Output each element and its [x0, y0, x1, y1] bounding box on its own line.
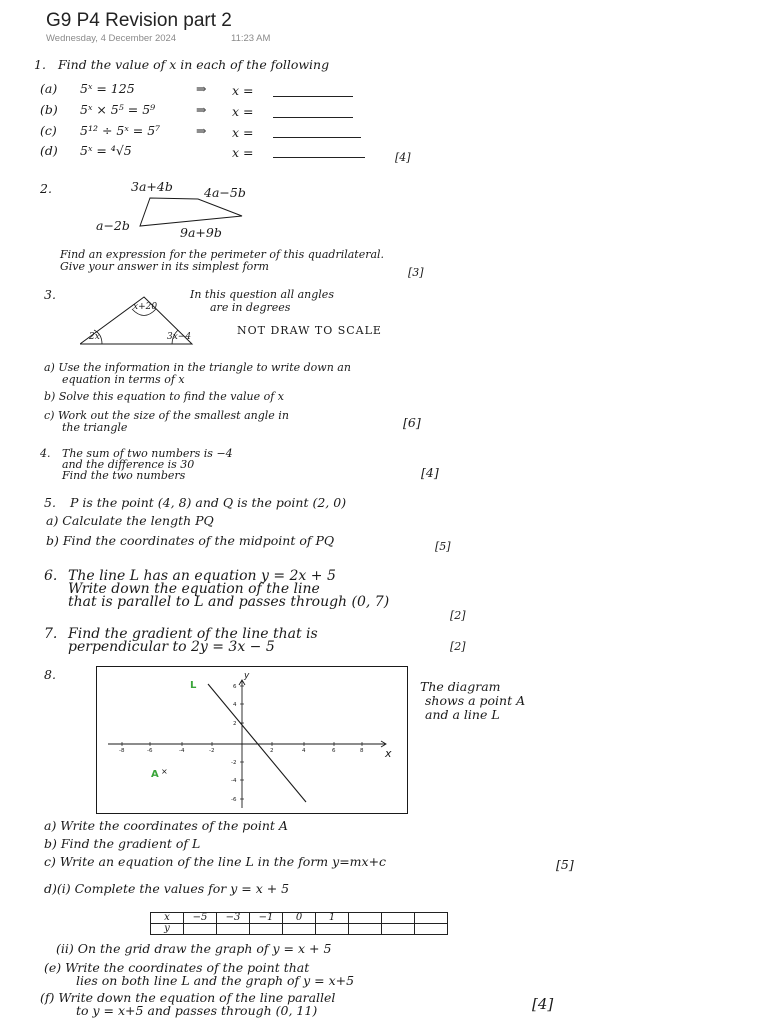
table-cell — [217, 924, 250, 935]
q8-f-line2: to y = x+5 and passes through (0, 11) — [76, 1003, 318, 1018]
point-A-marker: × — [161, 767, 168, 776]
table-cell — [184, 924, 217, 935]
q5-number: 5. — [44, 495, 56, 510]
q2-line2: Give your answer in its simplest form — [60, 260, 269, 273]
x-tick-label: -2 — [209, 748, 215, 754]
q2-side-right: 4a−5b — [204, 185, 246, 200]
q8-c: c) Write an equation of the line L in the form y=mx+c — [44, 854, 387, 869]
q6-marks: [2] — [450, 609, 466, 622]
q6-line1: The line L has an equation y = 2x + 5 — [68, 568, 336, 584]
q1a-arrow: ⇒ — [196, 81, 207, 96]
q6-line2: Write down the equation of the line — [68, 581, 320, 597]
graph-frame — [97, 667, 408, 814]
q1a-answer: x = — [232, 83, 254, 98]
q7-line2: perpendicular to 2y = 3x − 5 — [68, 639, 275, 655]
q1d-label: (d) — [40, 143, 58, 158]
q2-side-bottom: 9a+9b — [180, 225, 222, 240]
q1c-blank — [273, 137, 361, 138]
y-tick-label: 6 — [233, 684, 237, 690]
x-axis-label: x — [385, 747, 392, 760]
q2-side-top: 3a+4b — [131, 179, 173, 194]
q6-line3: that is parallel to L and passes through (0, 7) — [68, 594, 390, 610]
coordinate-grid — [96, 666, 408, 814]
table-cell — [415, 913, 448, 924]
page-time: 11:23 AM — [231, 33, 271, 44]
q1b-label: (b) — [40, 102, 58, 117]
q3-angle-right: 3x−4 — [167, 332, 192, 342]
q3-b: b) Solve this equation to find the value of x — [44, 390, 285, 403]
q2-marks: [3] — [408, 266, 424, 279]
q1-number: 1. — [34, 57, 46, 72]
q2-side-left: a−2b — [96, 218, 130, 233]
y-tick-label: -6 — [231, 797, 237, 803]
q8-abc-marks: [5] — [556, 857, 574, 872]
table-cell: 1 — [316, 913, 349, 924]
y-axis-label: y — [244, 671, 250, 681]
q1a-label: (a) — [40, 81, 58, 96]
table-cell — [349, 924, 382, 935]
q4-line3: Find the two numbers — [62, 469, 186, 482]
q1b-answer: x = — [232, 104, 254, 119]
page-title: G9 P4 Revision part 2 — [46, 10, 232, 31]
q8-def-marks: [4] — [532, 995, 554, 1013]
q1a-blank — [273, 96, 353, 97]
q1c-label: (c) — [40, 123, 57, 138]
x-tick-label: -4 — [179, 748, 185, 754]
table-cell: −5 — [184, 913, 217, 924]
table-row-y — [151, 924, 448, 935]
table-cell: −3 — [217, 913, 250, 924]
x-tick-label: -8 — [119, 748, 125, 754]
q1d-answer: x = — [232, 145, 254, 160]
q8-side-line3: and a line L — [425, 707, 500, 722]
q8-e-line2: lies on both line L and the graph of y = x+5 — [76, 973, 355, 988]
q1-marks: [4] — [395, 151, 411, 164]
q1c-expr: 5¹² ÷ 5ˣ = 5⁷ — [80, 123, 161, 138]
table-row-x — [151, 913, 448, 924]
q1b-expr: 5ˣ × 5⁵ = 5⁹ — [80, 102, 156, 117]
q8-a: a) Write the coordinates of the point A — [44, 818, 288, 833]
y-tick-label: -2 — [231, 760, 237, 766]
q3-a-line2: equation in terms of x — [62, 373, 185, 386]
y-tick-label: 2 — [233, 721, 237, 727]
q8-b: b) Find the gradient of L — [44, 836, 201, 851]
quadrilateral-shape — [140, 198, 242, 226]
q8-f-line1: (f) Write down the equation of the line parallel — [40, 990, 336, 1005]
x-tick-label: 8 — [360, 748, 364, 754]
q4-number: 4. — [40, 447, 51, 460]
q3-note2: are in degrees — [210, 301, 291, 314]
q7-number: 7. — [44, 626, 58, 642]
q2-line1: Find an expression for the perimeter of this quadrilateral. — [60, 248, 385, 261]
q7-marks: [2] — [450, 640, 466, 653]
q1c-arrow: ⇒ — [196, 123, 207, 138]
y-tick-label: -4 — [231, 778, 237, 784]
q3-note3: NOT DRAW TO SCALE — [237, 324, 382, 337]
q4-line1: The sum of two numbers is −4 — [62, 447, 233, 460]
q8-e-line1: (e) Write the coordinates of the point that — [44, 960, 310, 975]
table-cell — [382, 913, 415, 924]
q3-note1: In this question all angles — [190, 288, 334, 301]
line-L-label: L — [190, 680, 197, 691]
q7-line1: Find the gradient of the line that is — [68, 626, 318, 642]
q8-d: d)(i) Complete the values for y = x + 5 — [44, 881, 290, 896]
q3-angle-left: 2x — [89, 332, 100, 342]
table-cell: y — [151, 924, 184, 935]
x-tick-label: -6 — [147, 748, 153, 754]
table-cell — [382, 924, 415, 935]
q3-number: 3. — [44, 287, 56, 302]
q1b-blank — [273, 117, 353, 118]
x-tick-label: 4 — [302, 748, 306, 754]
q1c-answer: x = — [232, 125, 254, 140]
q3-c-line1: c) Work out the size of the smallest angle in — [44, 409, 289, 422]
q3-a-line1: a) Use the information in the triangle to write down an — [44, 361, 351, 374]
q5-marks: [5] — [435, 540, 451, 553]
q1d-expr: 5ˣ = ⁴√5 — [80, 143, 132, 158]
q5-b: b) Find the coordinates of the midpoint of PQ — [46, 533, 335, 548]
q8-side-line1: The diagram — [420, 679, 501, 694]
q2-number: 2. — [40, 181, 52, 196]
q5-a: a) Calculate the length PQ — [46, 513, 214, 528]
q3-marks: [6] — [403, 415, 421, 430]
table-cell: −1 — [250, 913, 283, 924]
table-cell — [283, 924, 316, 935]
q6-number: 6. — [44, 568, 58, 584]
values-table — [150, 912, 448, 935]
q1-prompt: Find the value of x in each of the following — [58, 57, 330, 72]
q1b-arrow: ⇒ — [196, 102, 207, 117]
q8-number: 8. — [44, 667, 56, 682]
table-cell — [316, 924, 349, 935]
q1a-expr: 5ˣ = 125 — [80, 81, 135, 96]
table-cell — [250, 924, 283, 935]
table-cell — [349, 913, 382, 924]
y-tick-label: 4 — [233, 702, 237, 708]
table-cell — [415, 924, 448, 935]
q3-c-line2: the triangle — [62, 421, 128, 434]
q8-side-line2: shows a point A — [425, 693, 526, 708]
page-date: Wednesday, 4 December 2024 — [46, 33, 177, 44]
point-A-label: A — [151, 769, 159, 780]
x-tick-label: 6 — [332, 748, 336, 754]
q4-line2: and the difference is 30 — [62, 458, 195, 471]
x-tick-label: 2 — [270, 748, 274, 754]
q3-angle-top: x+20 — [133, 302, 158, 312]
q4-marks: [4] — [421, 465, 439, 480]
table-cell: 0 — [283, 913, 316, 924]
q1d-blank — [273, 157, 365, 158]
q5-line1: P is the point (4, 8) and Q is the point (2, 0) — [70, 495, 347, 510]
q8-dii: (ii) On the grid draw the graph of y = x + 5 — [56, 941, 332, 956]
table-cell: x — [151, 913, 184, 924]
